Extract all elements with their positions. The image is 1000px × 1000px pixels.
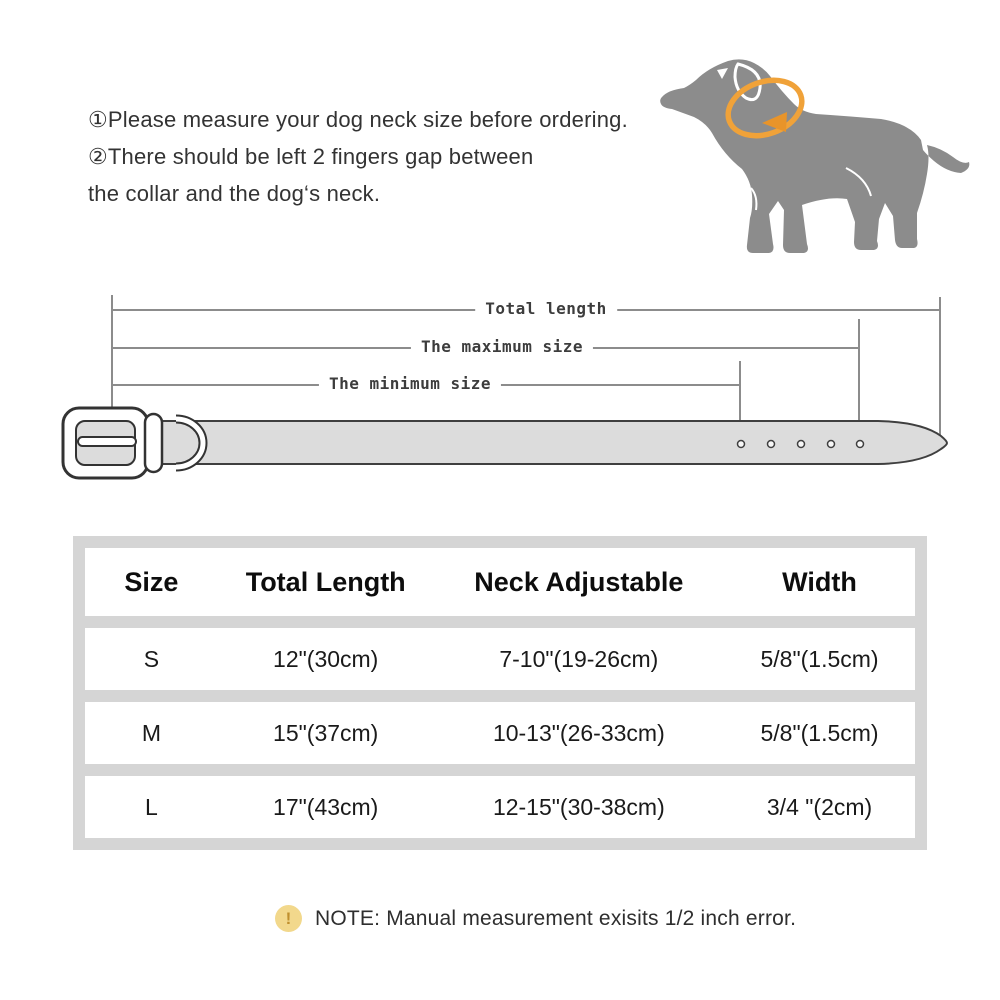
cell-total-length: 17"(43cm)	[273, 793, 379, 820]
header-width: Width	[782, 566, 857, 597]
warning-exclamation-icon: !	[275, 905, 302, 932]
buckle-prong	[78, 437, 136, 446]
cell-total-length: 12"(30cm)	[273, 645, 379, 672]
table-header-row	[85, 548, 915, 616]
table-row-l	[85, 776, 915, 838]
measuring-instructions	[88, 101, 708, 212]
header-size: Size	[124, 566, 179, 597]
instruction-line-2: ②There should be left 2 fingers gap between	[88, 144, 534, 169]
dog-body-shape	[660, 59, 969, 253]
maximum-size-label: The maximum size	[411, 337, 593, 356]
cell-neck-adjustable: 12-15"(30-38cm)	[492, 793, 665, 820]
cell-size: S	[143, 645, 160, 672]
cell-width: 5/8"(1.5cm)	[760, 719, 879, 746]
size-chart-table	[73, 536, 927, 850]
table-row-m	[85, 702, 915, 764]
header-total-length: Total Length	[245, 566, 406, 597]
cell-total-length: 15"(37cm)	[273, 719, 379, 746]
dog-silhouette-illustration	[650, 28, 980, 288]
header-neck-adjustable: Neck Adjustable	[474, 566, 684, 597]
collar-keeper-loop	[145, 414, 162, 472]
minimum-size-label: The minimum size	[319, 374, 501, 393]
cell-neck-adjustable: 10-13"(26-33cm)	[492, 719, 665, 746]
collar-strap	[112, 421, 947, 464]
instruction-line-3: the collar and the dog‘s neck.	[88, 181, 381, 206]
cell-width: 3/4 "(2cm)	[766, 793, 873, 820]
cell-size: L	[145, 793, 158, 820]
cell-neck-adjustable: 7-10"(19-26cm)	[499, 645, 659, 672]
measurement-note	[275, 905, 796, 932]
cell-size: M	[141, 719, 161, 746]
note-text: NOTE: Manual measurement exisits 1/2 inch error.	[315, 906, 797, 930]
total-length-label: Total length	[475, 299, 617, 318]
instruction-line-1: ①Please measure your dog neck size before ordering.	[88, 107, 628, 132]
cell-width: 5/8"(1.5cm)	[760, 645, 879, 672]
table-row-s	[85, 628, 915, 690]
